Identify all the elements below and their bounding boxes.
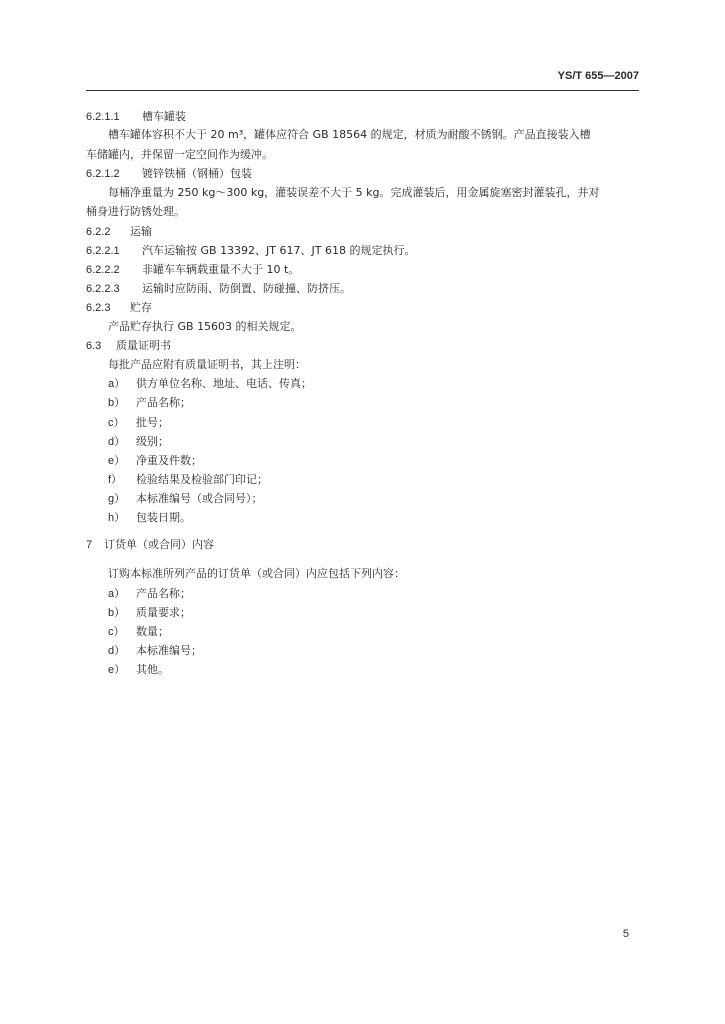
clause-number: 6.2.1.2 [86, 168, 120, 180]
section-number: 6.2.3 [86, 302, 111, 314]
chapter-heading [86, 538, 214, 552]
list-marker: c） [108, 626, 125, 638]
list-marker: a） [108, 378, 126, 390]
section-title: 贮存 [130, 301, 152, 314]
list-item [108, 644, 202, 658]
list-text: 包装日期。 [136, 511, 191, 524]
page-number: 5 [622, 928, 629, 940]
list-text: 本标准编号； [136, 644, 202, 657]
section-heading [86, 301, 152, 315]
list-item [108, 511, 191, 525]
list-text: 级别； [136, 435, 169, 448]
list-item [108, 377, 312, 391]
list-marker: a） [108, 588, 126, 600]
list-item [108, 435, 169, 449]
clause-heading [86, 167, 252, 181]
paragraph-line: 桶身进行防锈处理。 [86, 205, 185, 218]
clause-title: 槽车罐装 [142, 110, 186, 123]
list-marker: e） [108, 455, 126, 467]
section-heading [86, 339, 171, 353]
paragraph-line: 车储罐内，并保留一定空间作为缓冲。 [86, 148, 273, 161]
list-item [108, 492, 263, 506]
clause-title: 镀锌铁桶（钢桶）包装 [142, 167, 252, 180]
paragraph-line: 产品贮存执行 GB 15603 的相关规定。 [108, 320, 302, 333]
header-rule [86, 90, 639, 91]
clause-heading [86, 110, 186, 124]
list-text: 产品名称； [136, 587, 191, 600]
clause-text: 非罐车车辆载重量不大于 10 t。 [142, 263, 300, 276]
clause-line [86, 282, 351, 296]
list-marker: c） [108, 417, 125, 429]
list-marker: b） [108, 607, 126, 619]
standard-code: YS/T 655—2007 [557, 70, 639, 82]
clause-number: 6.2.2.2 [86, 264, 120, 276]
paragraph-line: 槽车罐体容积不大于 20 m³，罐体应符合 GB 18564 的规定，材质为耐酸不锈钢。产品直接装入槽 [108, 128, 591, 141]
list-marker: e） [108, 664, 126, 676]
list-item [108, 625, 169, 639]
list-item [108, 473, 268, 487]
list-item [108, 587, 191, 601]
clause-number: 6.2.2.1 [86, 245, 120, 257]
list-marker: d） [108, 645, 126, 657]
clause-text: 汽车运输按 GB 13392、JT 617、JT 618 的规定执行。 [142, 244, 416, 257]
list-marker: f） [108, 474, 123, 486]
list-text: 质量要求； [136, 606, 191, 619]
list-marker: g） [108, 493, 126, 505]
clause-text: 运输时应防雨、防倒置、防碰撞、防挤压。 [142, 282, 351, 295]
list-text: 批号； [136, 416, 169, 429]
section-number: 6.2.2 [86, 226, 111, 238]
paragraph-line: 订购本标准所列产品的订货单（或合同）内应包括下列内容： [108, 567, 405, 580]
list-item [108, 416, 169, 430]
section-heading [86, 225, 152, 239]
chapter-title: 订货单（或合同）内容 [104, 538, 214, 551]
section-title: 运输 [130, 225, 152, 238]
chapter-number: 7 [86, 539, 93, 551]
list-text: 供方单位名称、地址、电话、传真； [136, 377, 312, 390]
list-marker: h） [108, 512, 126, 524]
list-item [108, 454, 202, 468]
list-text: 净重及件数； [136, 454, 202, 467]
list-text: 数量； [136, 625, 169, 638]
paragraph-line: 每批产品应附有质量证明书，其上注明： [108, 358, 306, 371]
list-marker: b） [108, 397, 126, 409]
paragraph-line: 每桶净重量为 250 kg～300 kg，灌装误差不大于 5 kg。完成灌装后，用金属旋塞密封灌装孔，并对 [108, 186, 600, 199]
list-item [108, 663, 169, 677]
section-title: 质量证明书 [116, 339, 171, 352]
clause-line [86, 263, 299, 277]
clause-number: 6.2.2.3 [86, 283, 120, 295]
list-marker: d） [108, 436, 126, 448]
list-text: 产品名称； [136, 396, 191, 409]
list-text: 检验结果及检验部门印记； [136, 473, 268, 486]
list-text: 本标准编号（或合同号）； [136, 492, 263, 505]
list-text: 其他。 [136, 663, 169, 676]
clause-line [86, 244, 415, 258]
list-item [108, 606, 191, 620]
list-item [108, 396, 191, 410]
clause-number: 6.2.1.1 [86, 111, 120, 123]
section-number: 6.3 [86, 340, 102, 352]
